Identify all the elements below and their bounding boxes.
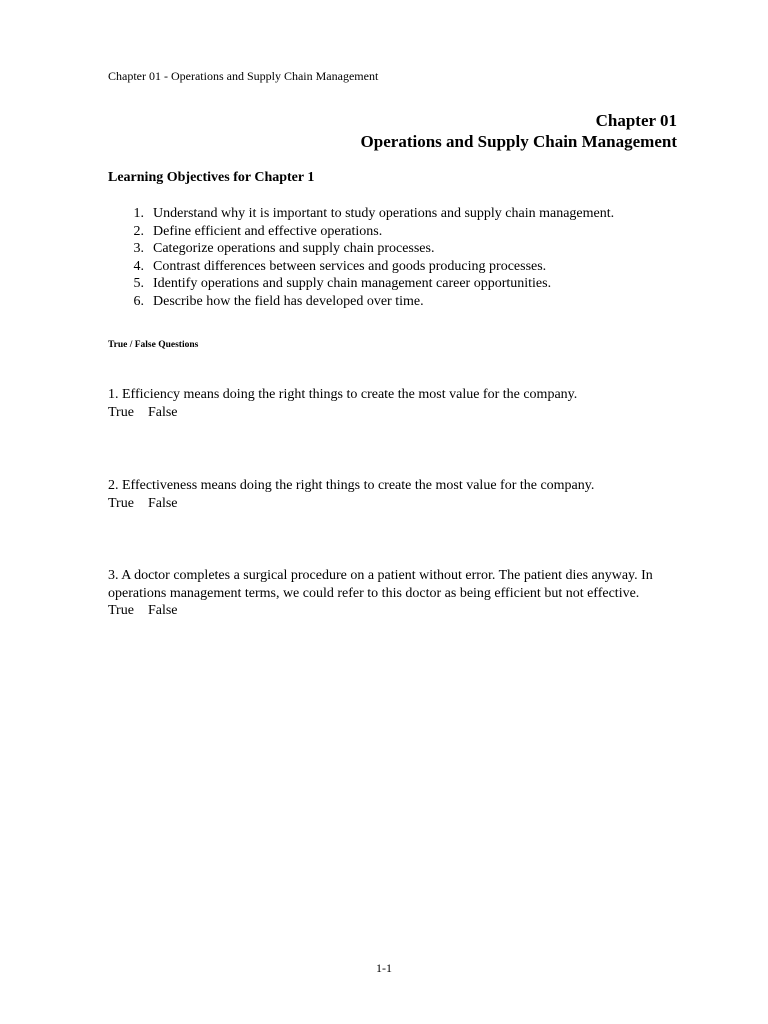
objective-text: Define efficient and effective operations. xyxy=(153,223,383,239)
objective-item xyxy=(108,240,614,258)
objectives-heading: Learning Objectives for Chapter 1 xyxy=(108,170,315,185)
chapter-title xyxy=(361,110,677,152)
question-text: 3. A doctor completes a surgical procedure on a patient without error. The patient dies anyway. In operations management terms, we could refer to this doctor as being efficient but not effective. xyxy=(108,568,653,601)
answer-true: True xyxy=(108,603,134,619)
objective-number: 6. xyxy=(133,293,144,309)
objective-text: Categorize operations and supply chain processes. xyxy=(153,241,435,257)
answer-true: True xyxy=(108,495,134,511)
question-text: 1. Efficiency means doing the right things to create the most value for the company. xyxy=(108,387,578,402)
answer-false: False xyxy=(147,603,178,619)
objective-item xyxy=(108,223,614,241)
chapter-number: Chapter 01 xyxy=(595,111,677,130)
question-2 xyxy=(108,477,673,512)
question-text: 2. Effectiveness means doing the right things to create the most value for the company. xyxy=(108,478,595,493)
chapter-subject: Operations and Supply Chain Management xyxy=(360,132,677,151)
objective-text: Describe how the field has developed over time. xyxy=(153,293,424,309)
answer-false: False xyxy=(147,404,178,420)
objective-item xyxy=(108,293,614,311)
objective-item xyxy=(108,258,614,276)
objective-text: Contrast differences between services and goods producing processes. xyxy=(153,258,547,274)
objective-number: 1. xyxy=(133,206,144,221)
objective-number: 2. xyxy=(133,223,144,239)
answer-options xyxy=(108,602,673,620)
answer-false: False xyxy=(147,495,178,511)
objective-text: Understand why it is important to study operations and supply chain management. xyxy=(153,206,615,221)
answer-true: True xyxy=(108,404,134,420)
answer-options xyxy=(108,404,673,422)
question-1 xyxy=(108,386,673,421)
objective-number: 5. xyxy=(133,276,144,292)
answer-options xyxy=(108,495,673,513)
objective-item xyxy=(108,275,614,293)
true-false-heading: True / False Questions xyxy=(108,340,199,350)
objective-text: Identify operations and supply chain management career opportunities. xyxy=(153,276,552,292)
objective-number: 3. xyxy=(133,241,144,257)
objective-number: 4. xyxy=(133,258,144,274)
objectives-list xyxy=(108,205,614,311)
objective-item xyxy=(108,205,614,223)
running-header: Chapter 01 - Operations and Supply Chain Management xyxy=(108,69,379,83)
page-number: 1-1 xyxy=(376,961,392,975)
question-3 xyxy=(108,567,673,620)
